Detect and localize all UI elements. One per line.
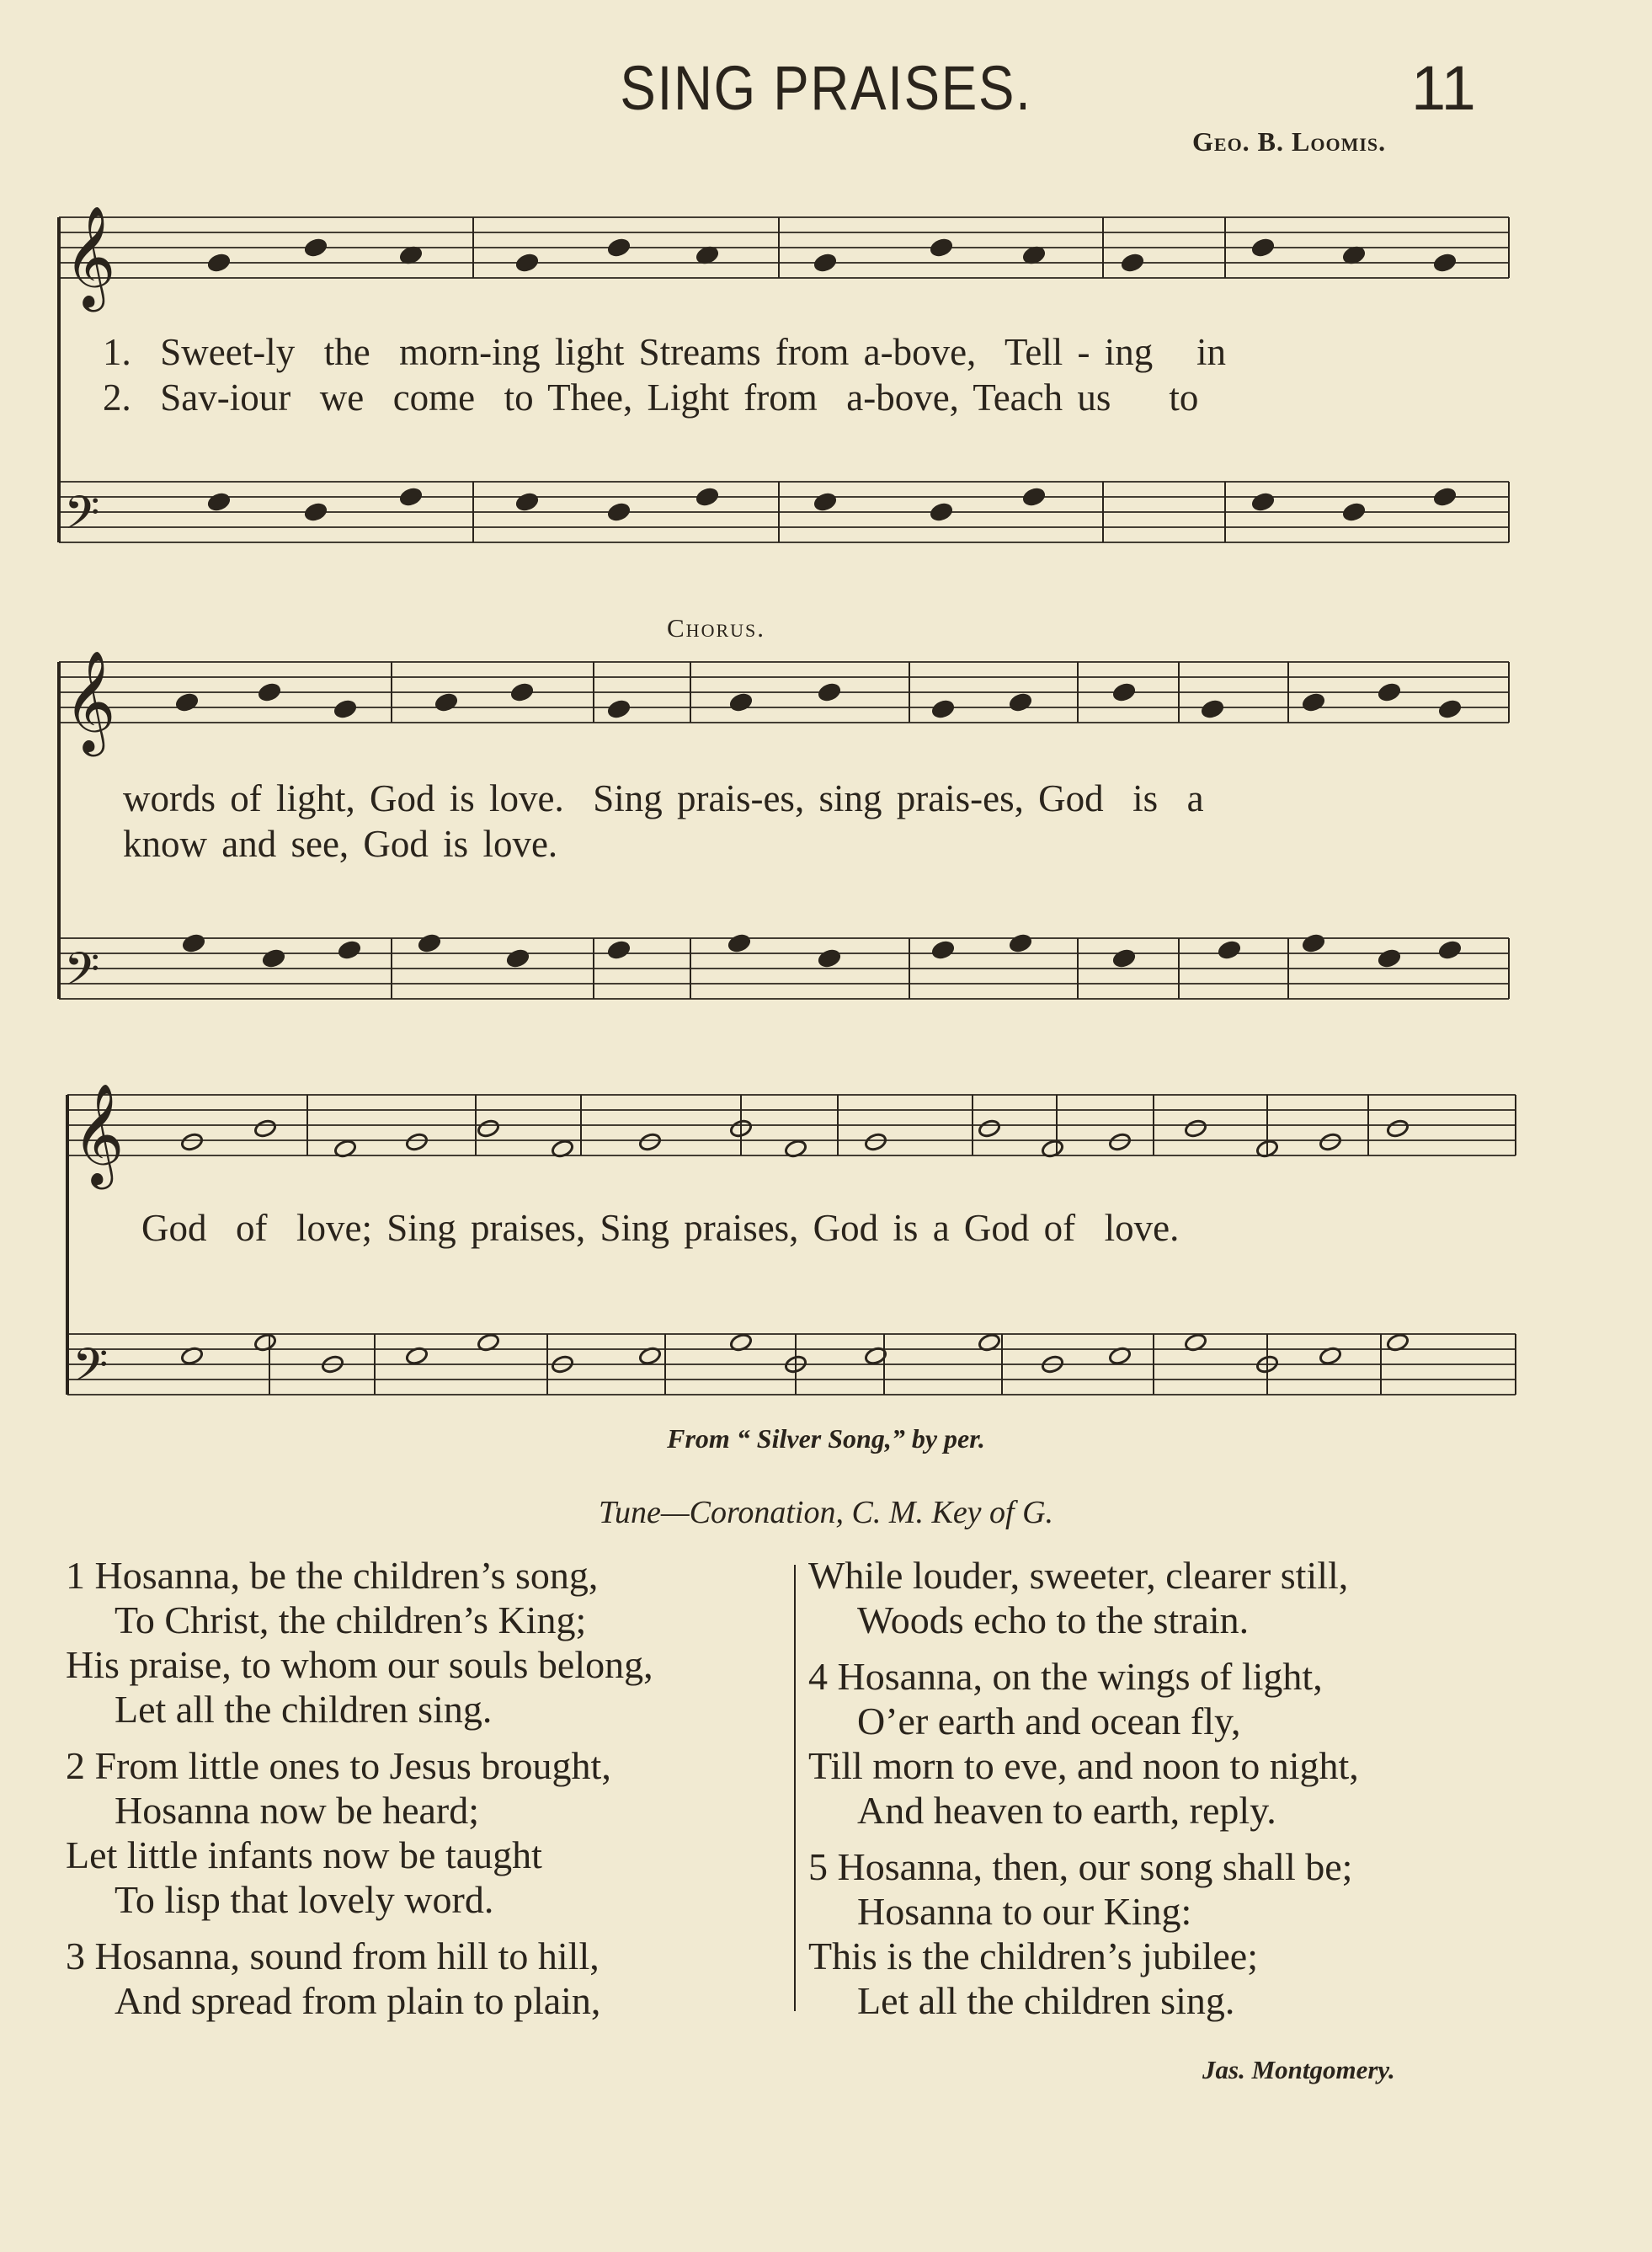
verse-line: Let all the children sing. (857, 1979, 1235, 2022)
lyric-line: 2. Sav-iour we come to Thee, Light from a-bove, Teach us to (103, 376, 1199, 419)
verse-line: Let little infants now be taught (66, 1833, 542, 1876)
melody-note (304, 237, 328, 258)
melody-note (1378, 682, 1401, 702)
bass-note (1022, 487, 1046, 507)
bass-note (338, 940, 361, 960)
bass-note (1302, 933, 1325, 953)
bass-clef-icon: 𝄢 (64, 486, 100, 551)
verse-line: Woods echo to the strain. (857, 1598, 1250, 1641)
lyric-line: God of love; Sing praises, Sing praises, God is a God of love. (141, 1207, 1180, 1249)
bass-note (182, 933, 205, 953)
bass-note (1342, 502, 1366, 522)
hymn-author: Jas. Montgomery. (1202, 2055, 1395, 2084)
bass-note (207, 492, 231, 512)
hymn-column-left (66, 1553, 823, 2023)
bass-note (607, 940, 631, 960)
page-title: SING PRAISES. (620, 53, 1032, 123)
melody-note (180, 1132, 204, 1152)
verse-line: This is the children’s jubilee; (808, 1934, 1259, 1977)
verse-line: Hosanna to our King: (857, 1890, 1192, 1933)
melody-note (813, 253, 837, 273)
verse-line: And spread from plain to plain, (115, 1979, 601, 2022)
treble-clef-icon: 𝄞 (64, 649, 116, 752)
melody-note (930, 237, 953, 258)
bass-note (930, 502, 953, 522)
melody-note (864, 1132, 887, 1152)
melody-note (253, 1118, 277, 1139)
melody-note (729, 692, 753, 712)
melody-note (1112, 682, 1136, 702)
verse-line: Till morn to eve, and noon to night, (808, 1744, 1359, 1787)
verse-line: While louder, sweeter, clearer still, (808, 1554, 1349, 1597)
bass-clef-icon: 𝄢 (64, 942, 100, 1007)
bass-note (262, 948, 285, 969)
verse-line: His praise, to whom our souls belong, (66, 1643, 653, 1686)
verse-line: To lisp that lovely word. (115, 1878, 494, 1921)
melody-note (175, 692, 199, 712)
melody-note (405, 1132, 429, 1152)
melody-note (258, 682, 281, 702)
melody-note (1184, 1118, 1207, 1139)
verse-gap (66, 1922, 823, 1934)
bass-note (399, 487, 423, 507)
page-number: 11 (1411, 53, 1476, 123)
verse-line: Hosanna now be heard; (115, 1789, 480, 1832)
verse-line: And heaven to earth, reply. (857, 1789, 1276, 1832)
bass-note (1251, 492, 1275, 512)
melody-note (333, 699, 357, 719)
bass-note (304, 502, 328, 522)
bass-note (1112, 948, 1136, 969)
lyric-line: 1. Sweet-ly the morn-ing light Streams from a-bove, Tell - ing in (103, 331, 1227, 373)
source-credit: From “ Silver Song,” by per. (667, 1423, 985, 1454)
bass-clef-icon: 𝄢 (72, 1338, 109, 1403)
bass-note (506, 948, 530, 969)
verse-line: 1 Hosanna, be the children’s song, (66, 1554, 599, 1597)
column-divider (794, 1565, 796, 2011)
composer-credit: Geo. B. Loomis. (1192, 126, 1387, 157)
hymn-column-right (808, 1553, 1566, 2023)
melody-note (638, 1132, 662, 1152)
melody-note (434, 692, 458, 712)
melody-note (477, 1118, 500, 1139)
melody-note (1201, 699, 1224, 719)
tune-line: Tune—Coronation, C. M. Key of G. (598, 1495, 1054, 1530)
verse-gap (808, 1833, 1566, 1844)
melody-note (1108, 1132, 1132, 1152)
verse-line: 5 Hosanna, then, our song shall be; (808, 1845, 1353, 1888)
bass-note (1378, 948, 1401, 969)
bass-note (418, 933, 441, 953)
melody-note (1438, 699, 1462, 719)
bass-note (727, 933, 751, 953)
melody-note (207, 253, 231, 273)
verse-line: O’er earth and ocean fly, (857, 1700, 1241, 1742)
bass-note (1009, 933, 1032, 953)
melody-note (1386, 1118, 1410, 1139)
bass-note (515, 492, 539, 512)
bass-note (695, 487, 719, 507)
melody-note (818, 682, 841, 702)
verse-line: Let all the children sing. (115, 1688, 493, 1731)
melody-note (978, 1118, 1001, 1139)
treble-clef-icon: 𝄞 (72, 1082, 125, 1185)
verse-gap (66, 1732, 823, 1743)
bass-note (818, 948, 841, 969)
verse-line: 4 Hosanna, on the wings of light, (808, 1655, 1323, 1698)
chorus-label: Chorus. (667, 613, 765, 643)
bass-note (1438, 940, 1462, 960)
bass-note (1218, 940, 1241, 960)
verse-gap (808, 1642, 1566, 1654)
melody-note (1009, 692, 1032, 712)
bass-note (813, 492, 837, 512)
melody-note (1319, 1132, 1342, 1152)
verse-line: To Christ, the children’s King; (115, 1598, 587, 1641)
bass-note (1433, 487, 1457, 507)
bass-note (607, 502, 631, 522)
melody-note (1302, 692, 1325, 712)
melody-note (1121, 253, 1144, 273)
verse-line: 3 Hosanna, sound from hill to hill, (66, 1934, 600, 1977)
bass-note (931, 940, 955, 960)
treble-clef-icon: 𝄞 (64, 205, 116, 307)
melody-note (607, 699, 631, 719)
melody-note (931, 699, 955, 719)
melody-note (510, 682, 534, 702)
lyric-line: words of light, God is love. Sing prais-es, sing prais-es, God is a (123, 777, 1204, 819)
melody-note (1433, 253, 1457, 273)
lyric-line: know and see, God is love. (123, 823, 558, 865)
melody-note (607, 237, 631, 258)
melody-note (515, 253, 539, 273)
melody-note (1251, 237, 1275, 258)
verse-line: 2 From little ones to Jesus brought, (66, 1744, 611, 1787)
